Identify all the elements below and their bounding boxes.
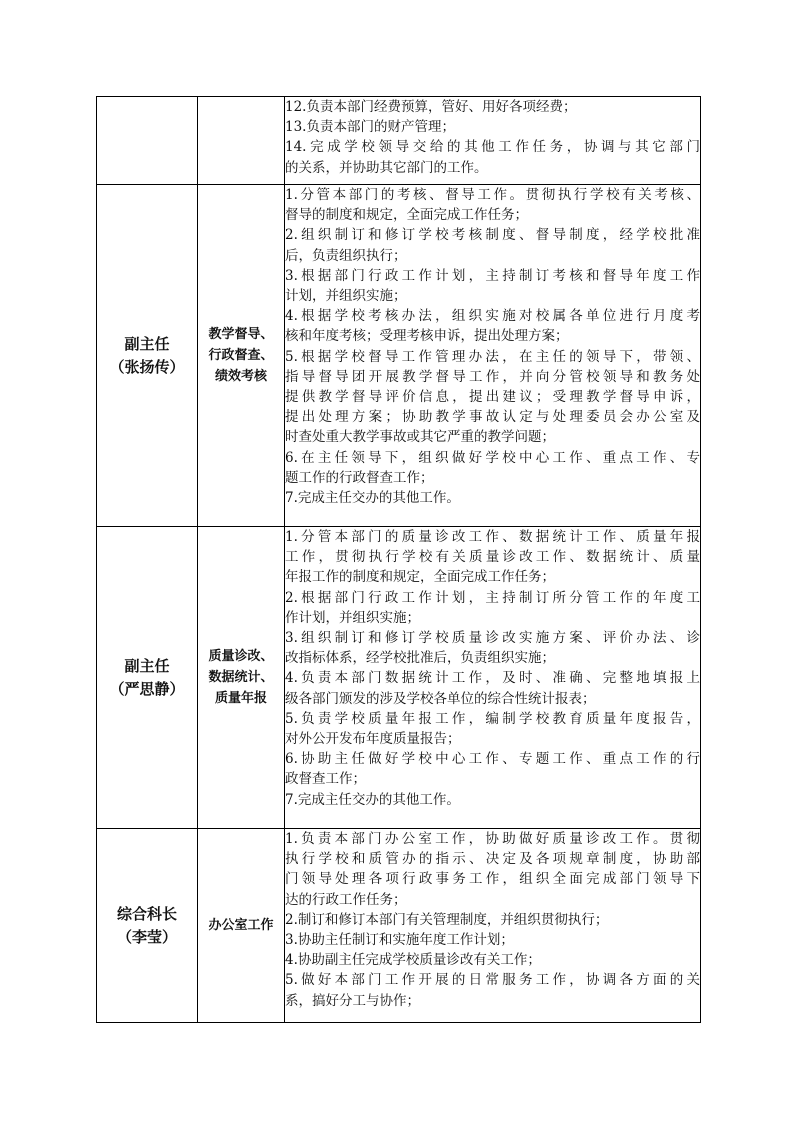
area-line: 教学督导、 [208,327,274,342]
responsibility-line: 核和年度考核；受理考核申诉，提出处理方案； [285,328,569,345]
responsibility-line: 年报工作的制度和规定，全面完成工作任务； [285,569,555,586]
responsibility-line: 级各部门颁发的涉及学校各单位的综合性统计报表； [285,690,596,707]
responsibility-line: 2.制订和修订本部门有关管理制度，并组织贯彻执行； [285,911,609,928]
responsibility-line: 改指标体系，经学校批准后，负责组织实施； [285,650,555,667]
responsibility-line: 4.协助副主任完成学校质量诊改有关工作； [285,952,541,969]
responsibility-line: 提出处理方案；协助教学事故认定与处理委员会办公室及 [285,409,700,426]
responsibility-line: 提供教学督导评价信息，提出建议；受理教学督导申诉， [285,389,700,406]
role-cell [97,97,198,185]
responsibility-line: 作计划，并组织实施； [285,609,420,626]
area-line: 数据统计、 [208,670,274,685]
responsibility-line: 4.根据学校考核办法，组织实施对校属各单位进行月度考 [285,308,700,325]
responsibility-line: 5.做好本部门工作开展的日常服务工作，协调各方面的关 [285,972,700,989]
responsibility-line: 7.完成主任交办的其他工作。 [285,791,460,808]
responsibility-line: 7.完成主任交办的其他工作。 [285,490,460,507]
responsibility-line: 3.组织制订和修订学校质量诊改实施方案、评价办法、诊 [285,630,700,647]
table-row [97,97,701,185]
responsibility-line: 13.负责本部门的财产管理； [285,119,455,136]
responsibility-line: 题工作的行政督查工作； [285,469,434,486]
role-person: （张扬传） [109,357,185,376]
responsibilities-cell [285,527,701,829]
duties-table [96,96,701,1023]
table-row [97,185,701,527]
responsibility-line: 12.负责本部门经费预算，管好、用好各项经费； [285,99,577,115]
area-line: 质量年报 [214,691,267,706]
role-cell [97,829,198,1023]
responsibility-line: 后，负责组织执行； [285,247,407,264]
responsibility-line: 2.组织制订和修订学校考核制度、督导制度，经学校批准 [285,227,700,244]
role-title: 副主任 [124,334,170,353]
responsibility-line: 政督查工作； [285,771,366,788]
duties-table-body [97,97,701,1023]
responsibility-line: 门领导处理各项行政事务工作，组织全面完成部门领导下 [285,871,700,888]
responsibility-line: 6.在主任领导下，组织做好学校中心工作、重点工作、专 [285,449,700,466]
responsibility-line: 指导督导团开展教学督导工作，并向分管校领导和教务处 [285,368,700,385]
role-cell [97,527,198,829]
responsibility-line: 计划，并组织实施； [285,288,407,305]
role-title: 综合科长 [116,904,177,923]
responsibility-line: 5.负责学校质量年报工作，编制学校教育质量年度报告， [285,710,700,727]
area-cell [198,185,285,527]
responsibility-line: 4.负责本部门数据统计工作，及时、准确、完整地填报上 [285,670,700,687]
responsibility-line: 对外公开发布年度质量报告； [285,731,461,748]
area-line: 行政督查、 [208,348,274,363]
role-person: （李莹） [116,927,177,946]
area-line: 办公室工作 [208,918,274,933]
responsibility-line: 执行学校和质管办的指示、决定及各项规章制度，协助部 [285,851,700,868]
responsibilities-cell [285,97,701,185]
area-cell [198,527,285,829]
table-row [97,829,701,1023]
area-line: 质量诊改、 [208,649,274,664]
role-person: （严思静） [109,679,185,698]
responsibility-line: 3.协助主任制订和实施年度工作计划； [285,932,514,949]
responsibility-line: 系，搞好分工与协作； [285,992,420,1009]
role-title: 副主任 [124,656,170,675]
responsibility-line: 时查处重大教学事故或其它严重的教学问题； [285,429,555,446]
responsibility-line: 达的行政工作任务； [285,891,407,908]
responsibility-line: 5.根据学校督导工作管理办法，在主任的领导下，带领、 [285,348,700,365]
responsibility-line: 督导的制度和规定，全面完成工作任务； [285,207,528,224]
area-line: 绩效考核 [214,369,267,384]
responsibility-line: 2.根据部门行政工作计划，主持制订所分管工作的年度工 [285,589,700,606]
responsibilities-cell [285,829,701,1023]
responsibilities-cell [285,185,701,527]
responsibility-line: 工作，贯彻执行学校有关质量诊改工作、数据统计、质量 [285,549,700,566]
area-cell [198,97,285,185]
responsibility-line: 的关系，并协助其它部门的工作。 [285,159,488,176]
responsibility-line: 6.协助主任做好学校中心工作、专题工作、重点工作的行 [285,751,700,768]
responsibility-line: 1.负责本部门办公室工作，协助做好质量诊改工作。贯彻 [285,831,700,847]
responsibility-line: 3.根据部门行政工作计划，主持制订考核和督导年度工作 [285,267,700,284]
responsibility-line: 1.分管本部门的质量诊改工作、数据统计工作、质量年报 [285,529,700,545]
responsibility-line: 14.完成学校领导交给的其他工作任务，协调与其它部门 [285,139,700,156]
table-row [97,527,701,829]
responsibility-line: 1.分管本部门的考核、督导工作。贯彻执行学校有关考核、 [285,187,700,203]
role-cell [97,185,198,527]
area-cell [198,829,285,1023]
